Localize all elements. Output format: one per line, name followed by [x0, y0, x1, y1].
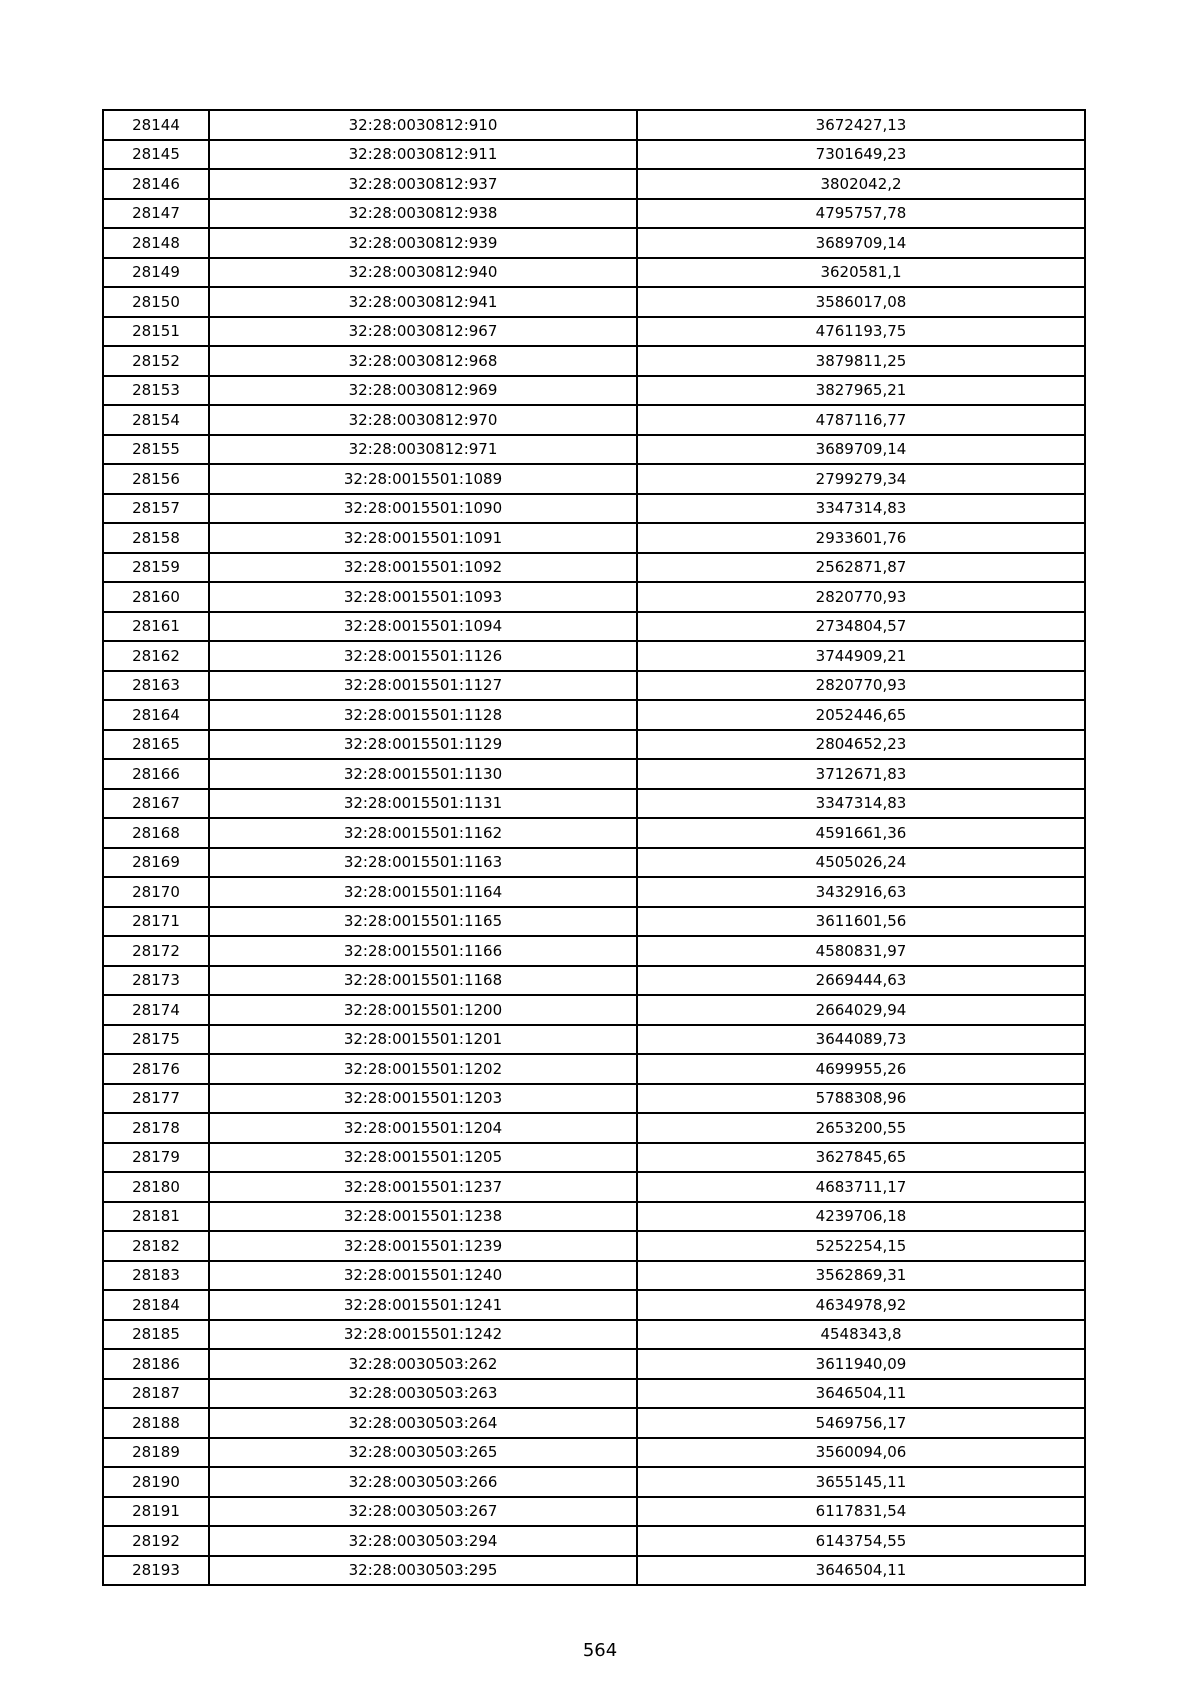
value-cell: 4580831,97: [637, 936, 1085, 966]
value-cell: 3827965,21: [637, 376, 1085, 406]
cadastral-number-cell: 32:28:0030503:295: [209, 1556, 637, 1586]
cadastral-number-cell: 32:28:0030503:266: [209, 1467, 637, 1497]
value-cell: 3689709,14: [637, 228, 1085, 258]
table-row: [103, 228, 1085, 258]
value-cell: 3672427,13: [637, 110, 1085, 140]
cadastral-number-cell: 32:28:0015501:1238: [209, 1202, 637, 1232]
value-cell: 3627845,65: [637, 1143, 1085, 1173]
value-cell: 6143754,55: [637, 1526, 1085, 1556]
row-number-cell: 28161: [103, 612, 209, 642]
table-row: [103, 110, 1085, 140]
table-row: [103, 1320, 1085, 1350]
value-cell: 3744909,21: [637, 641, 1085, 671]
table-row: [103, 641, 1085, 671]
row-number-cell: 28186: [103, 1349, 209, 1379]
cadastral-number-cell: 32:28:0030812:938: [209, 199, 637, 229]
row-number-cell: 28173: [103, 966, 209, 996]
value-cell: 2933601,76: [637, 523, 1085, 553]
cadastral-number-cell: 32:28:0015501:1129: [209, 730, 637, 760]
value-cell: 4239706,18: [637, 1202, 1085, 1232]
row-number-cell: 28145: [103, 140, 209, 170]
cadastral-number-cell: 32:28:0015501:1166: [209, 936, 637, 966]
cadastral-number-cell: 32:28:0030812:941: [209, 287, 637, 317]
cadastral-number-cell: 32:28:0030812:968: [209, 346, 637, 376]
value-cell: 7301649,23: [637, 140, 1085, 170]
row-number-cell: 28151: [103, 317, 209, 347]
table-row: [103, 1349, 1085, 1379]
table-row: [103, 582, 1085, 612]
table-row: [103, 1143, 1085, 1173]
value-cell: 3646504,11: [637, 1379, 1085, 1409]
table-row: [103, 789, 1085, 819]
cadastral-number-cell: 32:28:0015501:1205: [209, 1143, 637, 1173]
table-row: [103, 317, 1085, 347]
row-number-cell: 28155: [103, 435, 209, 465]
row-number-cell: 28153: [103, 376, 209, 406]
value-cell: 3620581,1: [637, 258, 1085, 288]
cadastral-number-cell: 32:28:0030812:911: [209, 140, 637, 170]
cadastral-number-cell: 32:28:0030812:910: [209, 110, 637, 140]
value-cell: 2664029,94: [637, 995, 1085, 1025]
cadastral-number-cell: 32:28:0030812:937: [209, 169, 637, 199]
table-row: [103, 553, 1085, 583]
value-cell: 2653200,55: [637, 1113, 1085, 1143]
table-row: [103, 671, 1085, 701]
value-cell: 3879811,25: [637, 346, 1085, 376]
value-cell: 5788308,96: [637, 1084, 1085, 1114]
value-cell: 3347314,83: [637, 494, 1085, 524]
table-row: [103, 700, 1085, 730]
value-cell: 3586017,08: [637, 287, 1085, 317]
row-number-cell: 28158: [103, 523, 209, 553]
table-row: [103, 907, 1085, 937]
value-cell: 4699955,26: [637, 1054, 1085, 1084]
cadastral-number-cell: 32:28:0030812:969: [209, 376, 637, 406]
cadastral-number-cell: 32:28:0030503:294: [209, 1526, 637, 1556]
table-row: [103, 287, 1085, 317]
cadastral-number-cell: 32:28:0015501:1162: [209, 818, 637, 848]
value-cell: 2820770,93: [637, 582, 1085, 612]
table-row: [103, 376, 1085, 406]
cadastral-number-cell: 32:28:0015501:1241: [209, 1290, 637, 1320]
table-row: [103, 1556, 1085, 1586]
value-cell: 4548343,8: [637, 1320, 1085, 1350]
cadastral-number-cell: 32:28:0015501:1163: [209, 848, 637, 878]
row-number-cell: 28168: [103, 818, 209, 848]
value-cell: 3611940,09: [637, 1349, 1085, 1379]
page-number: 564: [582, 1640, 618, 1661]
cadastral-number-cell: 32:28:0015501:1201: [209, 1025, 637, 1055]
table-row: [103, 464, 1085, 494]
value-cell: 2799279,34: [637, 464, 1085, 494]
cadastral-number-cell: 32:28:0030503:264: [209, 1408, 637, 1438]
table-row: [103, 1202, 1085, 1232]
cadastral-number-cell: 32:28:0015501:1200: [209, 995, 637, 1025]
row-number-cell: 28174: [103, 995, 209, 1025]
row-number-cell: 28146: [103, 169, 209, 199]
row-number-cell: 28167: [103, 789, 209, 819]
row-number-cell: 28156: [103, 464, 209, 494]
cadastral-number-cell: 32:28:0015501:1094: [209, 612, 637, 642]
row-number-cell: 28189: [103, 1438, 209, 1468]
row-number-cell: 28152: [103, 346, 209, 376]
row-number-cell: 28191: [103, 1497, 209, 1527]
row-number-cell: 28154: [103, 405, 209, 435]
table-row: [103, 1526, 1085, 1556]
row-number-cell: 28169: [103, 848, 209, 878]
cadastral-number-cell: 32:28:0030812:967: [209, 317, 637, 347]
cadastral-number-cell: 32:28:0030503:267: [209, 1497, 637, 1527]
value-cell: 2052446,65: [637, 700, 1085, 730]
table-row: [103, 435, 1085, 465]
row-number-cell: 28176: [103, 1054, 209, 1084]
value-cell: 3562869,31: [637, 1261, 1085, 1291]
table-row: [103, 1025, 1085, 1055]
cadastral-number-cell: 32:28:0015501:1131: [209, 789, 637, 819]
row-number-cell: 28162: [103, 641, 209, 671]
table-row: [103, 1438, 1085, 1468]
row-number-cell: 28182: [103, 1231, 209, 1261]
cadastral-number-cell: 32:28:0015501:1090: [209, 494, 637, 524]
table-row: [103, 730, 1085, 760]
data-table: [102, 109, 1086, 1586]
value-cell: 3689709,14: [637, 435, 1085, 465]
value-cell: 4761193,75: [637, 317, 1085, 347]
table-row: [103, 1290, 1085, 1320]
row-number-cell: 28184: [103, 1290, 209, 1320]
row-number-cell: 28165: [103, 730, 209, 760]
value-cell: 2820770,93: [637, 671, 1085, 701]
row-number-cell: 28185: [103, 1320, 209, 1350]
cadastral-number-cell: 32:28:0015501:1204: [209, 1113, 637, 1143]
row-number-cell: 28190: [103, 1467, 209, 1497]
cadastral-number-cell: 32:28:0030812:940: [209, 258, 637, 288]
row-number-cell: 28175: [103, 1025, 209, 1055]
value-cell: 2562871,87: [637, 553, 1085, 583]
table-row: [103, 523, 1085, 553]
row-number-cell: 28172: [103, 936, 209, 966]
value-cell: 4795757,78: [637, 199, 1085, 229]
table-row: [103, 1261, 1085, 1291]
cadastral-number-cell: 32:28:0015501:1092: [209, 553, 637, 583]
cadastral-number-cell: 32:28:0015501:1093: [209, 582, 637, 612]
row-number-cell: 28164: [103, 700, 209, 730]
row-number-cell: 28179: [103, 1143, 209, 1173]
cadastral-number-cell: 32:28:0015501:1202: [209, 1054, 637, 1084]
cadastral-number-cell: 32:28:0015501:1130: [209, 759, 637, 789]
table-row: [103, 995, 1085, 1025]
row-number-cell: 28181: [103, 1202, 209, 1232]
cadastral-number-cell: 32:28:0030812:971: [209, 435, 637, 465]
row-number-cell: 28157: [103, 494, 209, 524]
table-row: [103, 1054, 1085, 1084]
cadastral-number-cell: 32:28:0015501:1089: [209, 464, 637, 494]
table-row: [103, 848, 1085, 878]
row-number-cell: 28144: [103, 110, 209, 140]
value-cell: 2734804,57: [637, 612, 1085, 642]
row-number-cell: 28150: [103, 287, 209, 317]
cadastral-number-cell: 32:28:0030812:939: [209, 228, 637, 258]
cadastral-number-cell: 32:28:0015501:1237: [209, 1172, 637, 1202]
cadastral-number-cell: 32:28:0030812:970: [209, 405, 637, 435]
value-cell: 3644089,73: [637, 1025, 1085, 1055]
table-row: [103, 346, 1085, 376]
cadastral-number-cell: 32:28:0015501:1239: [209, 1231, 637, 1261]
table-row: [103, 759, 1085, 789]
value-cell: 4683711,17: [637, 1172, 1085, 1202]
cadastral-number-cell: 32:28:0015501:1164: [209, 877, 637, 907]
row-number-cell: 28170: [103, 877, 209, 907]
table-row: [103, 1231, 1085, 1261]
row-number-cell: 28163: [103, 671, 209, 701]
cadastral-number-cell: 32:28:0030503:263: [209, 1379, 637, 1409]
cadastral-number-cell: 32:28:0015501:1091: [209, 523, 637, 553]
row-number-cell: 28183: [103, 1261, 209, 1291]
table-row: [103, 612, 1085, 642]
row-number-cell: 28180: [103, 1172, 209, 1202]
value-cell: 4787116,77: [637, 405, 1085, 435]
row-number-cell: 28193: [103, 1556, 209, 1586]
value-cell: 3655145,11: [637, 1467, 1085, 1497]
value-cell: 4505026,24: [637, 848, 1085, 878]
value-cell: 3802042,2: [637, 169, 1085, 199]
row-number-cell: 28178: [103, 1113, 209, 1143]
row-number-cell: 28147: [103, 199, 209, 229]
value-cell: 3646504,11: [637, 1556, 1085, 1586]
value-cell: 3347314,83: [637, 789, 1085, 819]
value-cell: 5252254,15: [637, 1231, 1085, 1261]
table-row: [103, 936, 1085, 966]
table-row: [103, 494, 1085, 524]
value-cell: 2804652,23: [637, 730, 1085, 760]
table-row: [103, 966, 1085, 996]
table-row: [103, 1467, 1085, 1497]
row-number-cell: 28148: [103, 228, 209, 258]
table-row: [103, 1113, 1085, 1143]
row-number-cell: 28192: [103, 1526, 209, 1556]
value-cell: 3560094,06: [637, 1438, 1085, 1468]
table-row: [103, 1408, 1085, 1438]
table-row: [103, 199, 1085, 229]
cadastral-number-cell: 32:28:0030503:265: [209, 1438, 637, 1468]
cadastral-number-cell: 32:28:0015501:1165: [209, 907, 637, 937]
value-cell: 4591661,36: [637, 818, 1085, 848]
table-row: [103, 405, 1085, 435]
table-row: [103, 1379, 1085, 1409]
table-row: [103, 1084, 1085, 1114]
row-number-cell: 28188: [103, 1408, 209, 1438]
value-cell: 2669444,63: [637, 966, 1085, 996]
row-number-cell: 28166: [103, 759, 209, 789]
row-number-cell: 28149: [103, 258, 209, 288]
cadastral-number-cell: 32:28:0015501:1168: [209, 966, 637, 996]
cadastral-number-cell: 32:28:0015501:1126: [209, 641, 637, 671]
value-cell: 3432916,63: [637, 877, 1085, 907]
value-cell: 3611601,56: [637, 907, 1085, 937]
cadastral-number-cell: 32:28:0015501:1203: [209, 1084, 637, 1114]
row-number-cell: 28159: [103, 553, 209, 583]
row-number-cell: 28171: [103, 907, 209, 937]
cadastral-number-cell: 32:28:0015501:1240: [209, 1261, 637, 1291]
cadastral-number-cell: 32:28:0030503:262: [209, 1349, 637, 1379]
table-row: [103, 1497, 1085, 1527]
row-number-cell: 28187: [103, 1379, 209, 1409]
row-number-cell: 28177: [103, 1084, 209, 1114]
cadastral-number-cell: 32:28:0015501:1242: [209, 1320, 637, 1350]
table-row: [103, 169, 1085, 199]
cadastral-number-cell: 32:28:0015501:1127: [209, 671, 637, 701]
table-row: [103, 877, 1085, 907]
value-cell: 4634978,92: [637, 1290, 1085, 1320]
value-cell: 5469756,17: [637, 1408, 1085, 1438]
cadastral-number-cell: 32:28:0015501:1128: [209, 700, 637, 730]
value-cell: 6117831,54: [637, 1497, 1085, 1527]
row-number-cell: 28160: [103, 582, 209, 612]
table-row: [103, 818, 1085, 848]
value-cell: 3712671,83: [637, 759, 1085, 789]
table-row: [103, 1172, 1085, 1202]
table-row: [103, 258, 1085, 288]
table-body: [103, 110, 1085, 1585]
table-row: [103, 140, 1085, 170]
